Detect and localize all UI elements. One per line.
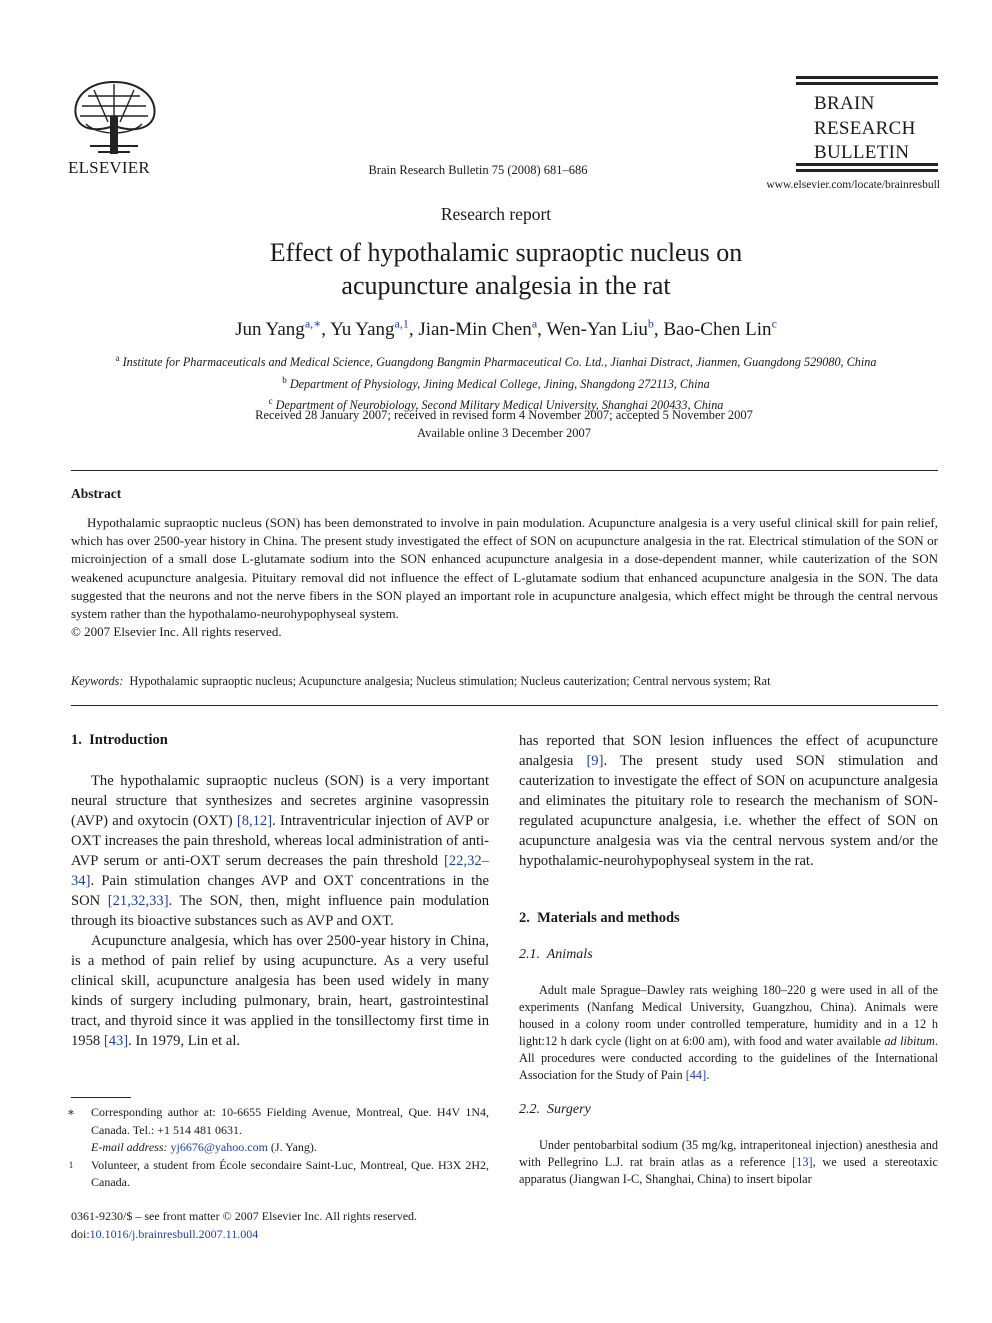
article-type: Research report [440, 204, 552, 224]
citation-link[interactable]: [8,12] [236, 813, 273, 829]
journal-citation: Brain Research Bulletin 75 (2008) 681–686 [368, 163, 588, 177]
citation-link[interactable]: [43] [103, 1033, 129, 1049]
title-line: acupuncture analgesia in the rat [341, 271, 671, 300]
footnote-divider [71, 1097, 131, 1098]
affiliation: $^b$ Department of Physiology, Jining Medical College, Jining, Shangdong 272113, China [282, 374, 710, 391]
front-matter-line: 0361-9230/$ – see front matter © 2007 Elsevier Inc. All rights reserved. [71, 1209, 418, 1223]
title-line: Effect of hypothalamic supraoptic nucleus on [269, 238, 743, 267]
author: Bao-Chen Lin$^c$ [663, 317, 777, 341]
email-link[interactable]: yj6676@yahoo.com [170, 1140, 268, 1154]
introduction-body [71, 771, 489, 1051]
subsection-heading-animals: 2.1. Animals [519, 947, 593, 962]
journal-url[interactable]: www.elsevier.com/locate/brainresbull [766, 179, 940, 191]
paragraph: The hypothalamic supraoptic nucleus (SON) is a very important neural structure that synthesizes and secretes arginine vasopressin (AVP) and oxytocin (OXT) [8,12]. Intraventricular injection of AVP or OXT increases the pain threshold, whereas local administration of anti-AVP serum or anti-OXT serum decreases the pain threshold [22,32–34]. Pain stimulation changes AVP and OXT concentrations in the SON [21,32,33]. The SON, then, might influence pain modulation through its bioactive substances such as AVP and OXT. [71, 773, 490, 929]
affiliation: $^a$ Institute for Pharmaceuticals and Medical Science, Guangdong Bangmin Pharmaceutical Co. Ltd., Jianhai Distract, Jianmen, Guangdong 529080, China [115, 353, 877, 370]
divider [71, 470, 938, 471]
animals-body [519, 982, 938, 1084]
doi-line: doi:10.1016/j.brainresbull.2007.11.004 [71, 1226, 259, 1241]
affiliation: $^c$ Department of Neurobiology, Second Military Medical University, Shanghai 200433, China [268, 396, 724, 413]
citation-link[interactable]: [44] [685, 1068, 707, 1082]
divider [71, 705, 938, 706]
paragraph: Acupuncture analgesia, which has over 2500-year history in China, is a method of pain relief by using acupuncture. As a very useful clinical skill, acupuncture analgesia has been used widely in many kinds of surgery including pulmonary, brain, heart, gastrointestinal tract, and thyroid since it was applied in the tonsillectomy first time in 1958 [43]. In 1979, Lin et al. [71, 933, 489, 1049]
paragraph: Under pentobarbital sodium (35 mg/kg, intraperitoneal injection) anesthesia and with Pellegrino L.J. rat brain atlas as a reference [13], we used a stereotaxic apparatus (Jiangwan I-C, Shanghai, China) to insert bipolar [519, 1138, 938, 1186]
publisher-name: ELSEVIER [68, 158, 150, 177]
abstract-copyright: © 2007 Elsevier Inc. All rights reserved. [71, 624, 282, 640]
journal-logo-line: BULLETIN [814, 142, 910, 163]
received-dates: Received 28 January 2007; received in revised form 4 November 2007; accepted 5 November 2007 [255, 408, 753, 422]
paragraph: has reported that SON lesion influences the effect of acupuncture analgesia [9]. The present study used SON stimulation and cauterization to investigate the effect of SON on acupuncture analgesia and eliminates the pituitary role to research the mechanism of SON-regulated acupuncture analgesia, i.e. whether the effect of SON on acupuncture analgesia was via the central nervous system and/or the hypothalamic-neurohypophyseal system in the rat. [519, 733, 938, 869]
journal-logo-line: BRAIN [814, 93, 875, 114]
paragraph: Adult male Sprague–Dawley rats weighing 180–220 g were used in all of the experiments (Nanfang Medical University, Guangzhou, China). Animals were housed in a colony room under controlled temperature, humidity and in a 12 h light:12 h dark cycle (light on at 6:00 am), with food and water available ad libitum. All procedures were conducted according to the guidelines of the International Association for the Study of Pain [44]. [519, 983, 938, 1082]
section-heading-methods: 2. Materials and methods [519, 910, 680, 926]
abstract-body: Hypothalamic supraoptic nucleus (SON) has been demonstrated to involve in pain modulation. Acupuncture analgesia is a very useful clinical skill for pain relief, which has over 2500-year history in China. The present study investigated the effect of SON on acupuncture analgesia in the rat. Electrical stimulation of the SON or microinjection of a small dose L-glutamate sodium into the SON enhanced acupuncture analgesia in a dose-dependent manner, while cauterization of the SON weakened acupuncture analgesia. Pituitary removal did not influence the effect of L-glutamate sodium that enhanced acupuncture analgesia in the SON. The data suggested that the neurons and not the nerve fibers in the SON played an important role in acupuncture analgesia, which effect might be through the central nervous system rather than the hypothalamo-neurohypophyseal system. [71, 515, 938, 622]
doi-link[interactable]: 10.1016/j.brainresbull.2007.11.004 [89, 1226, 259, 1241]
author: Yu Yang$^{a,1}$, [330, 317, 419, 341]
abstract-heading: Abstract [71, 486, 122, 501]
footnote-corresponding: ∗ Corresponding author at: 10-6655 Fielding Avenue, Montreal, Que. H4V 1N4, Canada. Tel.: +1 514 481 0631. [66, 1105, 489, 1137]
citation-link[interactable]: [22,32–34] [71, 853, 489, 889]
surgery-body [519, 1137, 938, 1188]
keywords-list: Hypothalamic supraoptic nucleus; Acupuncture analgesia; Nucleus stimulation; Nucleus cauterization; Central nervous system; Rat [129, 674, 771, 688]
author-list [100, 317, 912, 341]
affiliations [60, 350, 932, 415]
subsection-heading-surgery: 2.2. Surgery [519, 1102, 591, 1117]
abstract-text [71, 514, 938, 641]
available-date: Available online 3 December 2007 [416, 425, 591, 440]
footnote-volunteer: 1 Volunteer, a student from École secondaire Saint-Luc, Montreal, Que. H3X 2H2, Canada. [68, 1157, 489, 1189]
author: Wen-Yan Liu$^b$, [546, 317, 664, 341]
keywords [71, 674, 938, 689]
article-dates [100, 407, 908, 442]
section-heading-introduction: 1. Introduction [71, 732, 168, 748]
front-matter [71, 1208, 511, 1243]
keywords-label: Keywords: [71, 674, 124, 688]
article-title [150, 236, 862, 302]
citation-link[interactable]: [13] [792, 1155, 813, 1169]
journal-logo [814, 92, 938, 166]
introduction-continued [519, 731, 938, 871]
author: Jun Yang$^{a,∗}$, [235, 317, 331, 341]
citation-link[interactable]: [21,32,33] [107, 893, 169, 909]
journal-logo-line: RESEARCH [814, 117, 916, 139]
citation-link[interactable]: [9] [586, 753, 604, 769]
elsevier-tree-logo [68, 76, 160, 158]
footnotes [66, 1104, 489, 1192]
footnote-email: E-mail address: yj6676@yahoo.com (J. Yang). [91, 1140, 317, 1154]
author: Jian-Min Chen$^a$, [418, 317, 547, 341]
